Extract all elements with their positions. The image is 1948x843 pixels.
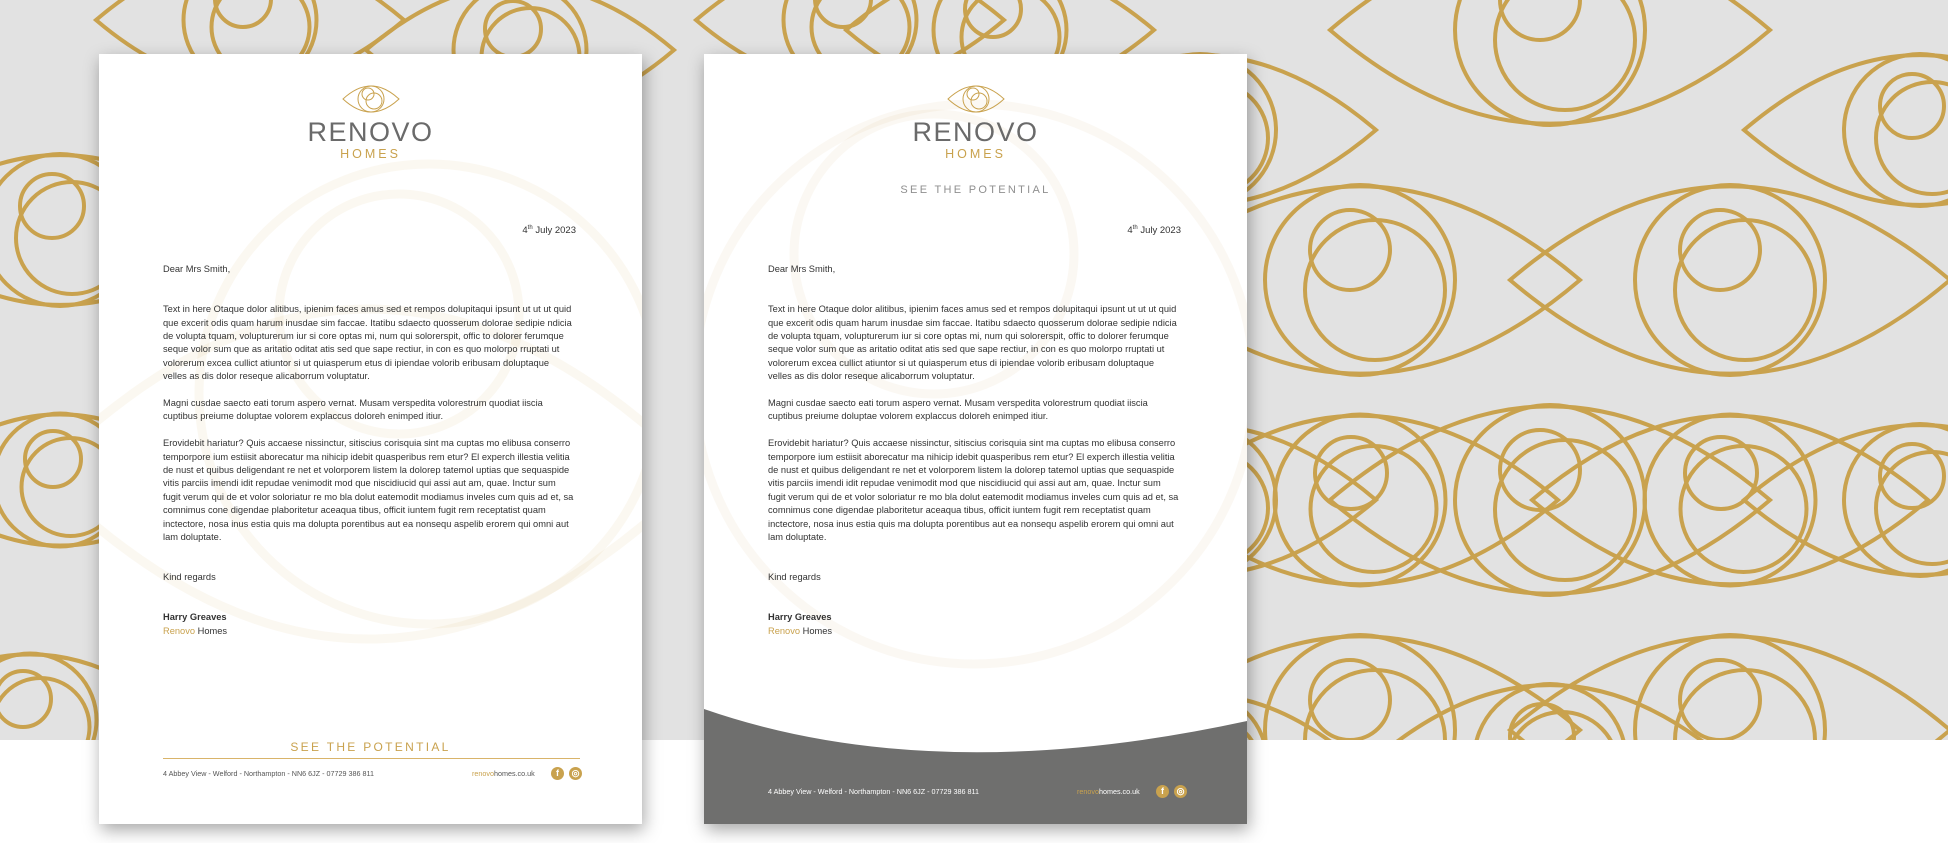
instagram-icon[interactable]: ◎ xyxy=(1174,785,1187,798)
letter-date: 4th July 2023 xyxy=(1127,225,1181,237)
footer-address: 4 Abbey View - Welford - Northampton - NN6 6JZ - 07729 386 811 xyxy=(163,769,374,778)
greeting: Dear Mrs Smith, xyxy=(163,264,231,274)
letter-date: 4th July 2023 xyxy=(522,225,576,237)
eye-logo-icon xyxy=(946,79,1006,119)
closing: Kind regards xyxy=(163,572,216,583)
letterhead-white-footer xyxy=(99,54,642,824)
footer-tagline: SEE THE POTENTIAL xyxy=(290,740,451,754)
footer-band xyxy=(704,709,1247,824)
brand-sub: HOMES xyxy=(340,147,401,161)
footer-website[interactable]: renovohomes.co.uk xyxy=(1077,787,1140,796)
footer-address: 4 Abbey View - Welford - Northampton - NN6 6JZ - 07729 386 811 xyxy=(768,787,979,796)
brand-sub: HOMES xyxy=(945,147,1006,161)
signer-company: Renovo Homes xyxy=(163,625,228,636)
signer-name: Harry Greaves xyxy=(163,612,227,623)
letter-body xyxy=(768,263,1180,638)
paragraph-3: Erovidebit hariatur? Quis accaese nissinctur, sitiscius corisquia sint ma cuptas mo elibusa conserro temporpore ium estiisit aborecatur ma nihicip idebit quasperibus rem etur? El experch illestia velitia de nust et quibus deligendant re net et volorporem listem la dolorep tatemol uptias que sequaspide vitis parciis imendi idit repudae venimodit mod que niscidiucid qui assi aut am, quae. Inctur sum fugit verum qui de et volor soloriatur re mo bla dolut eatemodit modiamus inveles cum quis ad et, sa comnimus cone digendae plaboritetur aceaqua tibus, officit iuntem fugit rem receptatist quam inctectore, nosa inus estia quis ma dolupta porentibus aut ea nonsequ aspelib erorem qui omni aut lam doluptate. xyxy=(163,438,574,543)
facebook-icon[interactable]: f xyxy=(551,767,564,780)
signer-name: Harry Greaves xyxy=(768,612,832,623)
facebook-icon[interactable]: f xyxy=(1156,785,1169,798)
header-tagline: SEE THE POTENTIAL xyxy=(900,184,1051,196)
closing: Kind regards xyxy=(768,572,821,583)
brand-name: RENOVO xyxy=(307,117,434,147)
instagram-icon[interactable]: ◎ xyxy=(569,767,582,780)
signer-company: Renovo Homes xyxy=(768,625,833,636)
paragraph-2: Magni cusdae saecto eati torum aspero vernat. Musam verspedita volorestrum quodiat iiscia cuptibus preiume doluptae volorem explaccus doloreh enimped itiur. xyxy=(163,398,543,422)
greeting: Dear Mrs Smith, xyxy=(768,264,836,274)
letterhead-gray-footer xyxy=(704,54,1247,824)
letter-body xyxy=(163,263,575,638)
brand-name: RENOVO xyxy=(912,117,1039,147)
footer-divider xyxy=(163,758,580,759)
paragraph-3: Erovidebit hariatur? Quis accaese nissinctur, sitiscius corisquia sint ma cuptas mo elibusa conserro temporpore ium estiisit aborecatur ma nihicip idebit quasperibus rem etur? El experch illestia velitia de nust et quibus deligendant re net et volorporem listem la dolorep tatemol uptias que sequaspide vitis parciis imendi idit repudae venimodit mod que niscidiucid qui assi aut am, quae. Inctur sum fugit verum qui de et volor soloriatur re mo bla dolut eatemodit modiamus inveles cum quis ad et, sa comnimus cone digendae plaboritetur aceaqua tibus, officit iuntem fugit rem receptatist quam inctectore, nosa inus estia quis ma dolupta porentibus aut ea nonsequ aspelib erorem qui omni aut lam doluptate. xyxy=(768,438,1179,543)
paragraph-1: Text in here Otaque dolor alitibus, ipienim faces amus sed et rempos dolupitaqui ipsunt ut ut ut quid que excerit odis quam harum inusdae sim faccae. Itatibu sdaecto quosserum dolorae sedipie ndicia de volupta tquam, volupturerum iur si core optas mi, num qui solorerspit, offic to dolorer ferumque seque volor sum que as aritatio oditat atis sed que sape rectiur, in con es quo molorpo rruptati ut volorerum excea cullict atiuntor si ut quiasperum etus di ipiendae volorib eribusam doluptaque velles as dis dolor reseque alicaborrum voluptatur. xyxy=(768,304,1177,382)
footer-website[interactable]: renovohomes.co.uk xyxy=(472,769,535,778)
paragraph-1: Text in here Otaque dolor alitibus, ipienim faces amus sed et rempos dolupitaqui ipsunt ut ut ut quid que excerit odis quam harum inusdae sim faccae. Itatibu sdaecto quosserum dolorae sedipie ndicia de volupta tquam, volupturerum iur si core optas mi, num qui solorerspit, offic to dolorer ferumque seque volor sum que as aritatio oditat atis sed que sape rectiur, in con es quo molorpo rruptati ut volorerum excea cullict atiuntor si ut quiasperum etus di ipiendae volorib eribusam doluptaque velles as dis dolor reseque alicaborrum voluptatur. xyxy=(163,304,572,382)
paragraph-2: Magni cusdae saecto eati torum aspero vernat. Musam verspedita volorestrum quodiat iiscia cuptibus preiume doluptae volorem explaccus doloreh enimped itiur. xyxy=(768,398,1148,422)
logo xyxy=(704,79,1247,161)
eye-logo-icon xyxy=(341,79,401,119)
logo xyxy=(99,79,642,161)
